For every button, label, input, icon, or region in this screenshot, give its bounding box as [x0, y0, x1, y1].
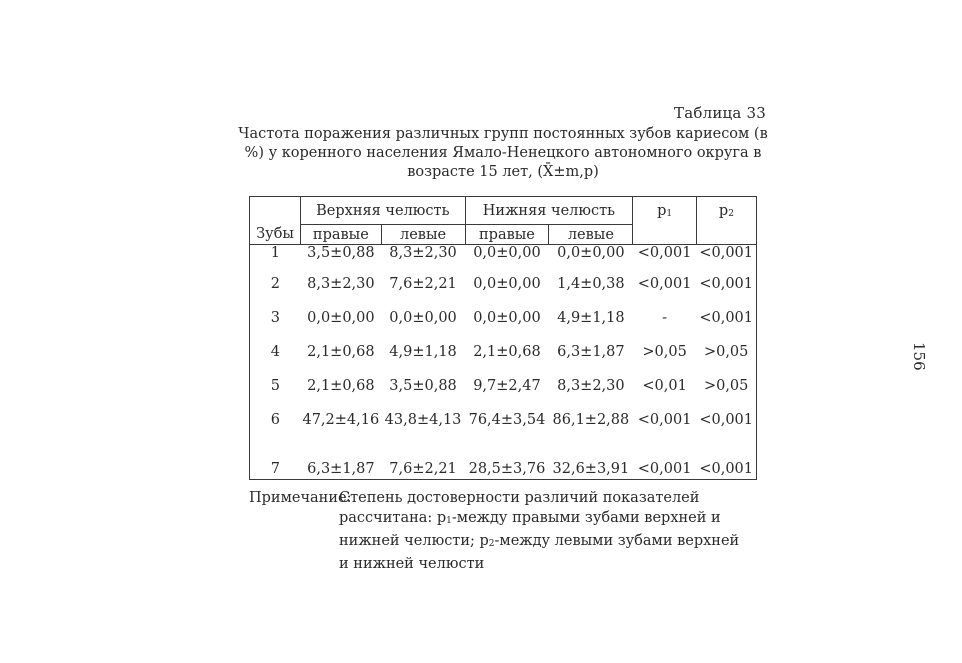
teeth-header-cell [250, 197, 301, 225]
upper-right-cell: 0,0±0,00 [307, 310, 375, 326]
upper-left-cell: 7,6±2,21 [389, 276, 457, 292]
p1-subscript: 1 [666, 209, 673, 219]
lower-left-cell: 6,3±1,87 [557, 344, 625, 360]
tooth-group-cell: 6 [250, 403, 301, 437]
p2-cell: <0,001 [696, 403, 756, 437]
note-subscript-2: 2 [488, 539, 495, 549]
tooth-group-cell: 2 [250, 267, 301, 301]
upper-right-cell: 47,2±4,16 [302, 412, 380, 428]
upper-left-cell: 4,9±1,18 [389, 344, 457, 360]
p1-cell: >0,05 [642, 344, 687, 360]
lower-right-header: правые [465, 225, 549, 245]
lower-left-cell: 1,4±0,38 [557, 276, 625, 292]
upper-left-cell: 3,5±0,88 [389, 378, 457, 394]
note-subscript-1: 1 [446, 516, 452, 526]
p1-cell: <0,001 [637, 276, 692, 292]
p1-label: p [657, 203, 667, 219]
table-caption: Частота поражения различных групп постоянных зубов кариесом (в %) у коренного населения Ямало-Ненецкого автономного округа в возрасте 15 лет, (X̄±m,p) [238, 126, 768, 180]
table-row [250, 335, 757, 369]
lower-right-cell: 2,1±0,68 [473, 344, 541, 360]
p2-cell: >0,05 [696, 369, 756, 403]
tooth-group-cell: 7 [250, 437, 301, 480]
lower-right-cell: 76,4±3,54 [468, 412, 546, 428]
table-body [250, 245, 757, 480]
note-text [339, 488, 749, 574]
upper-right-cell: 2,1±0,68 [307, 344, 375, 360]
p2-header [696, 197, 756, 245]
lower-jaw-header: Нижняя челюсть [465, 197, 633, 225]
note-text-part-3: -между левыми зубами верхней и нижней челюсти [339, 533, 740, 572]
p1-cell: <0,01 [642, 378, 687, 394]
lower-left-cell: 86,1±2,88 [552, 412, 630, 428]
upper-right-cell: 8,3±2,30 [307, 276, 375, 292]
tooth-group-cell: 3 [250, 301, 301, 335]
upper-left-cell: 0,0±0,00 [389, 310, 457, 326]
p2-subscript: 2 [728, 209, 734, 219]
table-row [250, 301, 757, 335]
lower-left-cell: 8,3±2,30 [557, 378, 625, 394]
lower-left-cell: 32,6±3,91 [549, 437, 633, 480]
p1-header [633, 197, 697, 245]
p1-cell: <0,001 [637, 412, 692, 428]
lower-right-cell: 0,0±0,00 [473, 245, 541, 261]
lower-left-header: левые [549, 225, 633, 245]
upper-right-cell: 6,3±1,87 [301, 437, 381, 480]
table-row [250, 437, 757, 480]
lower-right-cell: 0,0±0,00 [473, 310, 541, 326]
caries-frequency-table [249, 196, 757, 480]
tooth-group-cell: 1 [250, 245, 301, 268]
p1-cell: <0,001 [633, 437, 697, 480]
upper-left-cell: 7,6±2,21 [381, 437, 465, 480]
table-number: Таблица 33 [674, 104, 766, 122]
note-text-part-2: -между правыми зубами верхней и нижней челюсти; p [339, 510, 721, 549]
p2-cell: <0,001 [696, 245, 756, 268]
upper-left-cell: 43,8±4,13 [384, 412, 462, 428]
note-label: Примечание: [249, 490, 352, 506]
p2-cell: <0,001 [696, 267, 756, 301]
upper-left-header: левые [381, 225, 465, 245]
page-number: 156 [910, 342, 928, 371]
p1-cell: <0,001 [637, 245, 692, 261]
lower-left-cell: 4,9±1,18 [557, 310, 625, 326]
teeth-header: Зубы [250, 225, 301, 245]
tooth-group-cell: 4 [250, 335, 301, 369]
table-row [250, 403, 757, 437]
p1-cell: - [662, 310, 668, 326]
tooth-group-cell: 5 [250, 369, 301, 403]
lower-right-cell: 28,5±3,76 [465, 437, 549, 480]
lower-right-cell: 0,0±0,00 [473, 276, 541, 292]
p2-cell: <0,001 [696, 437, 756, 480]
upper-right-cell: 2,1±0,68 [307, 378, 375, 394]
p2-cell: <0,001 [696, 301, 756, 335]
lower-right-cell: 9,7±2,47 [473, 378, 541, 394]
upper-right-cell: 3,5±0,88 [307, 245, 375, 261]
note-text-part-1: Степень достоверности различий показателей рассчитана: p [339, 490, 700, 526]
table-row [250, 369, 757, 403]
upper-jaw-header: Верхняя челюсть [301, 197, 465, 225]
p2-cell: >0,05 [696, 335, 756, 369]
p2-label: p [718, 203, 729, 219]
lower-left-cell: 0,0±0,00 [557, 245, 625, 261]
table-row [250, 267, 757, 301]
table-row [250, 245, 757, 268]
upper-left-cell: 8,3±2,30 [389, 245, 457, 261]
upper-right-header: правые [301, 225, 381, 245]
